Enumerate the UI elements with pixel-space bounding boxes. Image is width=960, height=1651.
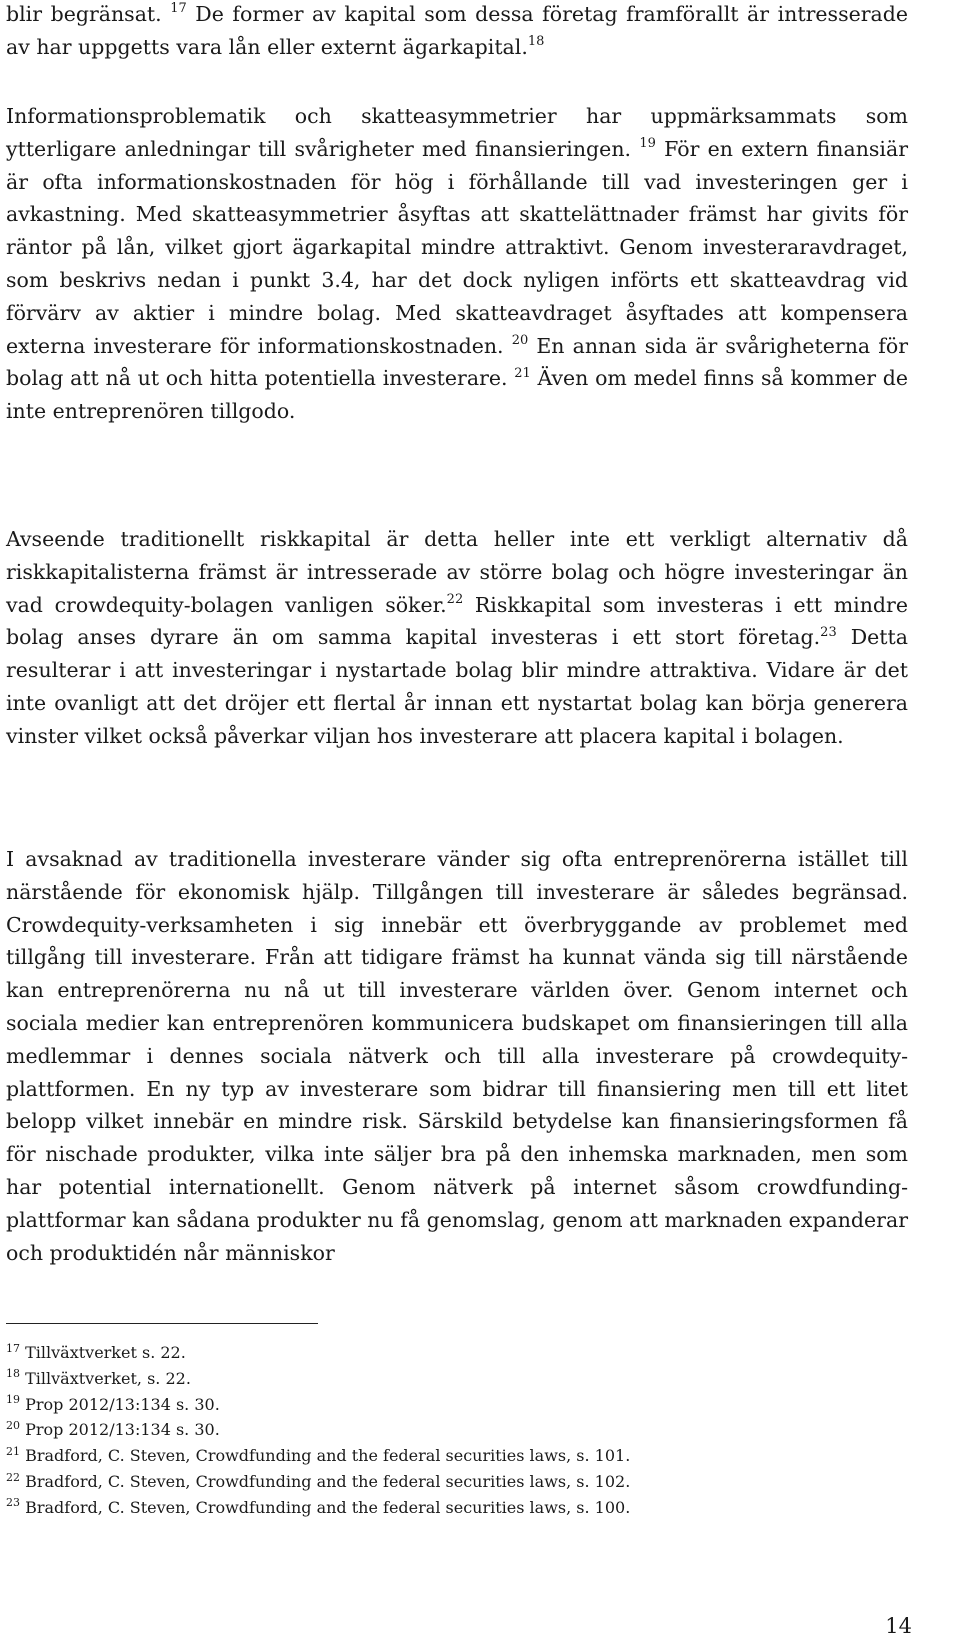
footnote-text: Bradford, C. Steven, Crowdfunding and the federal securities laws, s. 102.: [25, 1471, 631, 1491]
footnote-text: Tillväxtverket s. 22.: [25, 1343, 186, 1362]
footnote-list: [6, 1340, 906, 1521]
footnote-number: 17: [6, 1341, 20, 1355]
footnote-reference: 19: [639, 135, 656, 151]
text-run: En annan sida är svårigheterna för bolag att nå ut och hitta potentiella investerare.: [6, 333, 908, 391]
footnote-number: 19: [6, 1393, 20, 1407]
footnote-item: [6, 1469, 906, 1495]
text-run: Detta resulterar i att investeringar i nystartade bolag blir mindre attraktiva. Vidare är det inte ovanligt att det dröjer ett flertal år innan ett nystartat bolag kan börja generera vinster vilket också påverkar viljan hos investerare att placera kapital i bolagen.: [6, 625, 908, 748]
paragraph-4: [6, 843, 908, 1269]
footnote-reference: 18: [527, 33, 545, 49]
footnote-number: 18: [6, 1367, 20, 1381]
footnote-text: Prop 2012/13:134 s. 30.: [25, 1394, 220, 1414]
footnote-reference: 22: [446, 591, 464, 607]
text-run: blir begränsat.: [6, 2, 171, 26]
footnote-number: 20: [6, 1419, 20, 1433]
footnote-reference: 21: [514, 365, 531, 381]
footnote-number: 22: [6, 1470, 20, 1484]
footnote-text: Bradford, C. Steven, Crowdfunding and the federal securities laws, s. 100.: [25, 1497, 631, 1517]
footnote-item: [6, 1340, 906, 1366]
footnote-item: [6, 1495, 906, 1521]
footnote-item: [6, 1392, 906, 1418]
footnote-reference: 20: [511, 332, 529, 348]
page-number: 14: [885, 1614, 912, 1638]
paragraph-3: [6, 523, 908, 753]
paragraph-2: [6, 100, 908, 428]
footnote-number: 21: [6, 1444, 20, 1458]
paragraph-1: [6, 0, 908, 64]
footnote-reference: 23: [820, 624, 837, 640]
text-run: Avseende traditionellt riskkapital är detta heller inte ett verkligt alternativ då riskkapitalisterna främst är intresserade av större bolag och högre investeringar än vad crowdequity-bolagen vanligen söker.: [6, 527, 908, 617]
footnote-reference: 17: [170, 1, 187, 17]
text-run: Även om medel finns så kommer de inte entreprenören tillgodo.: [6, 366, 908, 424]
text-run: I avsaknad av traditionella investerare vänder sig ofta entreprenörerna istället till närstående för ekonomisk hjälp. Tillgången till investerare är således begränsad. Crowdequity-verksamheten i sig innebär ett överbryggande av problemet med tillgång till investerare. Från att tidigare främst ha kunnat vända sig till närstående kan entreprenörerna nu nå ut till investerare världen över. Genom internet och sociala medier kan entreprenören kommunicera budskapet om finansieringen till alla medlemmar i dennes sociala nätverk och till alla investerare på crowdequity-plattformen. En ny typ av investerare som bidrar till finansiering men till ett litet belopp vilket innebär en mindre risk. Särskild betydelse kan finansieringsformen få för nischade produkter, vilka inte säljer bra på den inhemska marknaden, men som har potential internationellt. Genom nätverk på internet såsom crowdfunding-plattformar kan sådana produkter nu få genomslag, genom att marknaden expanderar och produktidén når människor: [6, 847, 908, 1265]
text-run: Riskkapital som investeras i ett mindre bolag anses dyrare än om samma kapital investeras i ett stort företag.: [6, 592, 908, 650]
text-run: För en extern finansiär är ofta informationskostnaden för hög i förhållande till vad investeringen ger i avkastning. Med skatteasymmetrier åsyftas att skattelättnader främst har givits för räntor på lån, vilket gjort ägarkapital mindre attraktivt. Genom investeraravdraget, som beskrivs nedan i punkt 3.4, har det dock nyligen införts ett skatteavdrag vid förvärv av aktier i mindre bolag. Med skatteavdraget åsyftades att kompensera externa investerare för informationskostnaden.: [6, 136, 908, 358]
footnote-text: Prop 2012/13:134 s. 30.: [25, 1420, 220, 1440]
footnote-separator: [6, 1323, 318, 1324]
footnote-text: Tillväxtverket, s. 22.: [25, 1368, 191, 1388]
footnote-text: Bradford, C. Steven, Crowdfunding and the federal securities laws, s. 101.: [25, 1446, 631, 1466]
footnote-item: [6, 1443, 906, 1469]
footnote-item: [6, 1366, 906, 1392]
footnote-number: 23: [6, 1496, 20, 1510]
text-run: De former av kapital som dessa företag framförallt är intresserade av har uppgetts vara lån eller externt ägarkapital.: [6, 2, 908, 59]
text-run: Informationsproblematik och skatteasymmetrier har uppmärksammats som ytterligare anledningar till svårigheter med finansieringen.: [6, 104, 908, 161]
footnote-item: [6, 1417, 906, 1443]
